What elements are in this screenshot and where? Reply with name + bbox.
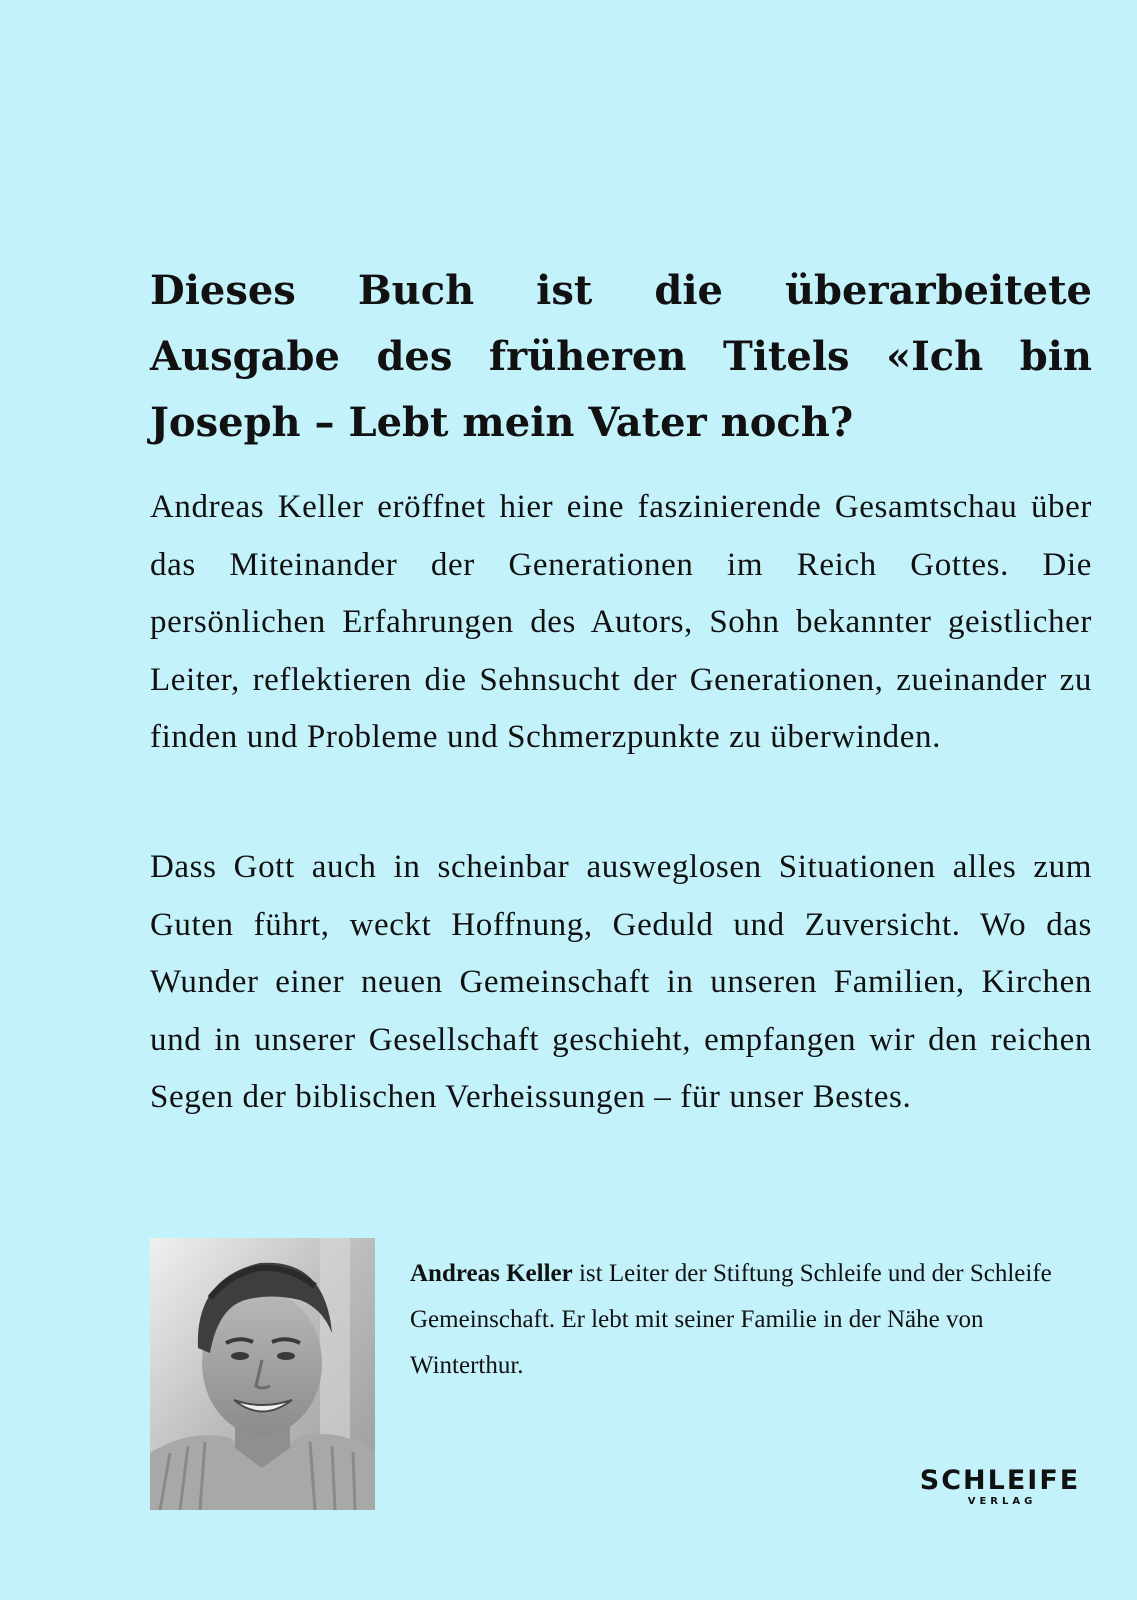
description-paragraph-2: Dass Gott auch in scheinbar ausweglosen Situationen alles zum Guten führt, weckt Hoffnung, Geduld und Zuversicht. Wo das Wunder einer neuen Gemeinschaft in unseren Familien, Kirchen und in unserer Gesellschaft geschieht, empfangen wir den reichen Segen der biblischen Verheissungen – für unser Bestes. xyxy=(150,849,1092,1115)
publisher-subtitle: VERLAG xyxy=(967,1496,1037,1507)
author-bio xyxy=(410,1251,1090,1389)
author-name: Andreas Keller xyxy=(410,1260,573,1287)
publisher-logo xyxy=(905,1466,1095,1508)
description-paragraph-1: Andreas Keller eröffnet hier eine faszinierende Gesamtschau über das Miteinander der Generationen im Reich Gottes. Die persönlichen Erfahrungen des Autors, Sohn bekannter geistlicher Leiter, reflektieren die Sehnsucht der Generationen, zueinander zu finden und Probleme und Schmerzpunkte zu überwinden. xyxy=(150,489,1092,755)
author-photo xyxy=(150,1238,375,1510)
headline: Dieses Buch ist die überarbeitete Ausgabe des früheren Titels «Ich bin Joseph – Lebt mein Vater noch? xyxy=(150,267,1092,446)
publisher-name: SCHLEIFE xyxy=(919,1465,1081,1496)
author-bio-text: ist Leiter der Stiftung Schleife und der Schleife Gemeinschaft. Er lebt mit seiner Familie in der Nähe von Winterthur. xyxy=(410,1260,1052,1379)
